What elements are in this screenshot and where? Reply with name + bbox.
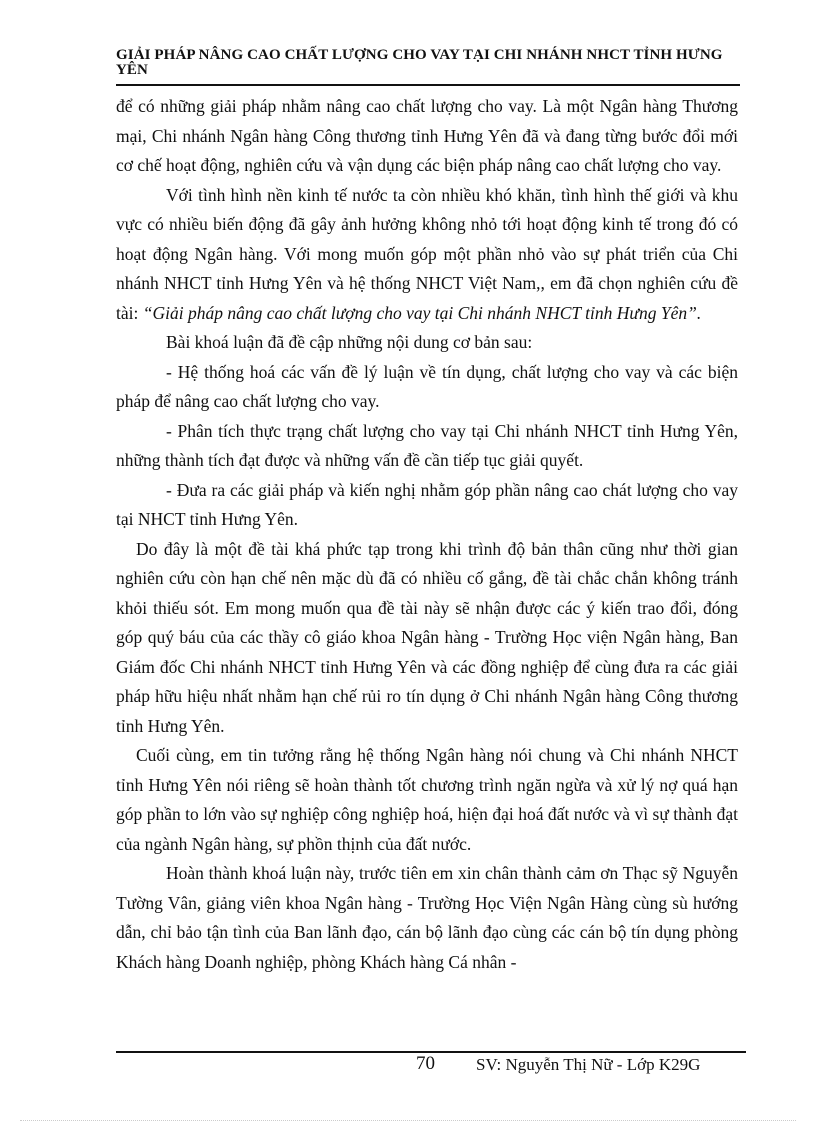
thesis-title: “Giải pháp nâng cao chất lượng cho vay tại Chi nhánh NHCT tỉnh Hưng Yên”. — [142, 302, 702, 323]
paragraph-2 — [116, 181, 738, 329]
list-item-1: - Hệ thống hoá các vấn đề lý luận về tín dụng, chất lượng cho vay và các biện pháp để nâng cao chất lượng cho vay. — [116, 361, 738, 411]
paragraph-1: để có những giải pháp nhằm nâng cao chất lượng cho vay. Là một Ngân hàng Thương mại, Chi nhánh Ngân hàng Công thương tỉnh Hưng Yên đã và đang từng bước đổi mới cơ chế hoạt động, nghiên cứu và vận dụng các biện pháp nâng cao chất lượng cho vay. — [116, 96, 738, 175]
author-info: SV: Nguyễn Thị Nữ - Lớp K29G — [476, 1055, 701, 1074]
paragraph-6: Hoàn thành khoá luận này, trước tiên em xin chân thành cảm ơn Thạc sỹ Nguyễn Tường Vân, giảng viên khoa Ngân hàng - Trường Học Viện Ngân Hàng cùng sù hướng dẫn, chỉ bảo tận tình của Ban lãnh đạo, cán bộ lãnh đạo cùng các cán bộ tín dụng phòng Khách hàng Doanh nghiệp, phòng Khách hàng Cá nhân - — [116, 863, 738, 972]
page-edge — [20, 1120, 796, 1121]
list-item-3: - Đưa ra các giải pháp và kiến nghị nhằm góp phần nâng cao chát lượng cho vay tại NHCT tỉnh Hưng Yên. — [116, 479, 738, 529]
paragraph-4: Do đây là một đề tài khá phức tạp trong khi trình độ bản thân cũng như thời gian nghiên cứu còn hạn chế nên mặc dù đã có nhiều cố gắng, đề tài chắc chắn không tránh khỏi thiếu sót. Em mong muốn qua đề tài này sẽ nhận được các ý kiến trao đổi, đóng góp quý báu của các thầy cô giáo khoa Ngân hàng - Trường Học viện Ngân hàng, Ban Giám đốc Chi nhánh NHCT tỉnh Hưng Yên và các đồng nghiệp để cùng đưa ra các giải pháp hữu hiệu nhất nhằm hạn chế rủi ro tín dụng ở Chi nhánh Ngân hàng Công thương tỉnh Hưng Yên. — [116, 538, 738, 736]
list-item-2: - Phân tích thực trạng chất lượng cho vay tại Chi nhánh NHCT tỉnh Hưng Yên, những thành tích đạt được và những vấn đề cần tiếp tục giải quyết. — [116, 420, 738, 470]
header-divider — [116, 84, 740, 86]
page-number: 70 — [416, 1053, 435, 1074]
paragraph-3: Bài khoá luận đã đề cập những nội dung cơ bản sau: — [166, 332, 533, 352]
paragraph-5: Cuối cùng, em tin tưởng rằng hệ thống Ngân hàng nói chung và Chi nhánh NHCT tỉnh Hưng Yên nói riêng sẽ hoàn thành tốt chương trình ngăn ngừa và xử lý nợ quá hạn góp phần to lớn vào sự nghiệp công nghiệp hoá, hiện đại hoá đất nước và vì sự thành đạt của ngành Ngân hàng, sự phồn thịnh của đất nước. — [116, 745, 738, 854]
running-header: GIẢI PHÁP NÂNG CAO CHẤT LƯỢNG CHO VAY TẠI CHI NHÁNH NHCT TỈNH HƯNG YÊN — [116, 47, 723, 78]
paragraph-2-text: Với tình hình nền kinh tế nước ta còn nhiều khó khăn, tình hình thế giới và khu vực có nhiều biến động đã gây ảnh hưởng không nhỏ tới hoạt động kinh tế trong đó có hoạt động Ngân hàng. Với mong muốn góp một phần nhỏ vào sự phát triển của Chi nhánh NHCT tỉnh Hưng Yên và hệ thống NHCT Việt Nam,, em đã chọn nghiên cứu đề tài: — [116, 184, 738, 323]
document-body — [116, 92, 738, 977]
